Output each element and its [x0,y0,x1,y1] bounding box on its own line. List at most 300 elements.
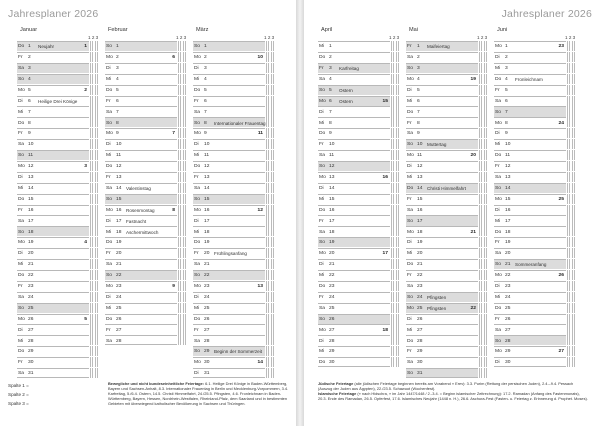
day-row[interactable] [193,194,265,204]
day-row[interactable] [193,183,265,193]
day-row[interactable] [494,346,566,356]
day-row[interactable] [17,259,89,269]
tick-column-cell[interactable] [271,281,274,291]
day-row[interactable] [17,150,89,160]
tick-column-cell[interactable] [183,161,186,171]
tick-column-cell[interactable] [95,194,98,204]
day-row[interactable] [318,292,390,302]
tick-column-cell[interactable] [484,368,487,378]
tick-column-cell[interactable] [95,226,98,236]
day-row[interactable] [17,172,89,182]
day-row[interactable] [494,106,566,116]
tick-column-cell[interactable] [95,368,98,378]
day-row[interactable] [105,215,177,225]
tick-column-cell[interactable] [271,335,274,345]
day-row[interactable] [406,194,478,204]
day-row[interactable] [17,117,89,127]
tick-column-cell[interactable] [183,248,186,258]
tick-column-cell[interactable] [484,270,487,280]
tick-column-cell[interactable] [396,74,399,84]
tick-column-cell[interactable] [572,194,575,204]
day-row[interactable] [17,85,89,95]
day-row[interactable] [494,259,566,269]
tick-column-cell[interactable] [183,259,186,269]
tick-column-cell[interactable] [271,270,274,280]
tick-column-cell[interactable] [183,226,186,236]
tick-column-cell[interactable] [396,335,399,345]
day-row[interactable] [406,74,478,84]
day-row[interactable] [318,96,390,106]
tick-column-cell[interactable] [271,85,274,95]
day-row[interactable] [193,292,265,302]
day-row[interactable] [17,314,89,324]
tick-column-cell[interactable] [484,357,487,367]
tick-column-cell[interactable] [95,52,98,62]
day-row[interactable] [17,281,89,291]
day-row[interactable] [494,74,566,84]
day-row[interactable] [494,303,566,313]
day-row[interactable] [105,248,177,258]
day-row[interactable] [406,205,478,215]
tick-column-cell[interactable] [484,292,487,302]
tick-column-cell[interactable] [95,248,98,258]
day-row[interactable] [193,117,265,127]
day-row[interactable] [193,357,265,367]
tick-column-cell[interactable] [572,85,575,95]
tick-column-cell[interactable] [396,346,399,356]
day-row[interactable] [318,63,390,73]
tick-column-cell[interactable] [396,314,399,324]
day-row[interactable] [105,117,177,127]
tick-column-cell[interactable] [572,96,575,106]
day-row[interactable] [17,237,89,247]
day-row[interactable] [105,139,177,149]
tick-column-cell[interactable] [572,215,575,225]
tick-column-cell[interactable] [95,303,98,313]
day-row[interactable] [17,194,89,204]
tick-column-cell[interactable] [271,183,274,193]
day-row[interactable] [193,172,265,182]
day-row[interactable] [318,205,390,215]
day-row[interactable] [406,85,478,95]
tick-column-cell[interactable] [396,139,399,149]
tick-column-cell[interactable] [572,139,575,149]
tick-column-cell[interactable] [95,314,98,324]
tick-column-cell[interactable] [396,85,399,95]
day-row[interactable] [318,324,390,334]
day-row[interactable] [494,324,566,334]
tick-column-cell[interactable] [484,150,487,160]
tick-column-cell[interactable] [183,292,186,302]
day-row[interactable] [105,281,177,291]
day-row[interactable] [193,314,265,324]
tick-column-cell[interactable] [484,52,487,62]
tick-column-cell[interactable] [271,248,274,258]
tick-column-cell[interactable] [271,324,274,334]
day-row[interactable] [494,194,566,204]
day-row[interactable] [17,205,89,215]
tick-column-cell[interactable] [396,281,399,291]
tick-column-cell[interactable] [95,85,98,95]
day-row[interactable] [193,324,265,334]
day-row[interactable] [318,303,390,313]
day-row[interactable] [406,346,478,356]
tick-column-cell[interactable] [396,161,399,171]
day-row[interactable] [318,150,390,160]
tick-column-cell[interactable] [396,96,399,106]
day-row[interactable] [494,161,566,171]
tick-column-cell[interactable] [95,128,98,138]
day-row[interactable] [406,237,478,247]
day-row[interactable] [406,117,478,127]
day-row[interactable] [318,226,390,236]
tick-column-cell[interactable] [572,248,575,258]
tick-column-cell[interactable] [396,324,399,334]
tick-column-cell[interactable] [271,346,274,356]
tick-column-cell[interactable] [572,324,575,334]
tick-column-cell[interactable] [484,41,487,51]
day-row[interactable] [105,96,177,106]
day-row[interactable] [17,215,89,225]
tick-column-cell[interactable] [95,139,98,149]
day-row[interactable] [193,128,265,138]
tick-column-cell[interactable] [484,183,487,193]
day-row[interactable] [318,117,390,127]
day-row[interactable] [318,41,390,51]
day-row[interactable] [318,85,390,95]
day-row[interactable] [105,194,177,204]
day-row[interactable] [318,215,390,225]
tick-column-cell[interactable] [484,139,487,149]
tick-column-cell[interactable] [183,117,186,127]
tick-column-cell[interactable] [572,281,575,291]
day-row[interactable] [406,96,478,106]
tick-column-cell[interactable] [396,183,399,193]
day-row[interactable] [193,85,265,95]
tick-column-cell[interactable] [183,96,186,106]
tick-column-cell[interactable] [271,161,274,171]
tick-column-cell[interactable] [95,292,98,302]
day-row[interactable] [105,292,177,302]
day-row[interactable] [494,215,566,225]
tick-column-cell[interactable] [572,335,575,345]
day-row[interactable] [17,74,89,84]
tick-column-cell[interactable] [484,194,487,204]
tick-column-cell[interactable] [271,172,274,182]
day-row[interactable] [494,281,566,291]
tick-column-cell[interactable] [271,128,274,138]
tick-column-cell[interactable] [484,259,487,269]
tick-column-cell[interactable] [396,259,399,269]
day-row[interactable] [406,63,478,73]
day-row[interactable] [105,41,177,51]
tick-column-cell[interactable] [572,106,575,116]
day-row[interactable] [17,346,89,356]
day-row[interactable] [105,183,177,193]
tick-column-cell[interactable] [271,292,274,302]
tick-column-cell[interactable] [95,183,98,193]
day-row[interactable] [105,237,177,247]
tick-column-cell[interactable] [484,74,487,84]
day-row[interactable] [406,335,478,345]
tick-column-cell[interactable] [95,63,98,73]
tick-column-cell[interactable] [183,128,186,138]
day-row[interactable] [318,346,390,356]
day-row[interactable] [406,139,478,149]
day-row[interactable] [318,128,390,138]
tick-column-cell[interactable] [572,161,575,171]
tick-column-cell[interactable] [572,292,575,302]
tick-column-cell[interactable] [95,74,98,84]
day-row[interactable] [105,303,177,313]
tick-column-cell[interactable] [183,215,186,225]
day-row[interactable] [105,314,177,324]
day-row[interactable] [494,314,566,324]
day-row[interactable] [318,52,390,62]
day-row[interactable] [494,41,566,51]
day-row[interactable] [406,52,478,62]
day-row[interactable] [318,139,390,149]
day-row[interactable] [105,205,177,215]
tick-column-cell[interactable] [183,237,186,247]
day-row[interactable] [193,41,265,51]
day-row[interactable] [105,128,177,138]
day-row[interactable] [494,52,566,62]
day-row[interactable] [406,215,478,225]
day-row[interactable] [494,205,566,215]
tick-column-cell[interactable] [95,237,98,247]
day-row[interactable] [318,281,390,291]
day-row[interactable] [105,52,177,62]
day-row[interactable] [318,357,390,367]
tick-column-cell[interactable] [183,205,186,215]
day-row[interactable] [193,63,265,73]
tick-column-cell[interactable] [484,128,487,138]
tick-column-cell[interactable] [183,172,186,182]
day-row[interactable] [406,106,478,116]
day-row[interactable] [406,324,478,334]
tick-column-cell[interactable] [183,74,186,84]
day-row[interactable] [318,161,390,171]
day-row[interactable] [406,270,478,280]
tick-column-cell[interactable] [484,85,487,95]
day-row[interactable] [193,237,265,247]
tick-column-cell[interactable] [484,63,487,73]
day-row[interactable] [494,128,566,138]
tick-column-cell[interactable] [396,357,399,367]
day-row[interactable] [494,85,566,95]
tick-column-cell[interactable] [271,226,274,236]
tick-column-cell[interactable] [396,172,399,182]
day-row[interactable] [17,183,89,193]
tick-column-cell[interactable] [271,150,274,160]
tick-column-cell[interactable] [572,150,575,160]
day-row[interactable] [17,368,89,378]
tick-column-cell[interactable] [484,237,487,247]
tick-column-cell[interactable] [183,270,186,280]
tick-column-cell[interactable] [396,52,399,62]
day-row[interactable] [17,41,89,51]
day-row[interactable] [494,237,566,247]
day-row[interactable] [494,292,566,302]
day-row[interactable] [17,270,89,280]
tick-column-cell[interactable] [572,314,575,324]
tick-column-cell[interactable] [396,205,399,215]
day-row[interactable] [406,281,478,291]
tick-column-cell[interactable] [183,335,186,345]
day-row[interactable] [193,226,265,236]
day-row[interactable] [494,270,566,280]
tick-column-cell[interactable] [484,324,487,334]
day-row[interactable] [193,335,265,345]
tick-column-cell[interactable] [183,106,186,116]
tick-column-cell[interactable] [271,52,274,62]
tick-column-cell[interactable] [183,324,186,334]
tick-column-cell[interactable] [95,106,98,116]
tick-column-cell[interactable] [572,183,575,193]
day-row[interactable] [193,205,265,215]
tick-column-cell[interactable] [183,281,186,291]
tick-column-cell[interactable] [95,259,98,269]
tick-column-cell[interactable] [271,63,274,73]
tick-column-cell[interactable] [396,215,399,225]
tick-column-cell[interactable] [183,150,186,160]
day-row[interactable] [105,74,177,84]
day-row[interactable] [17,357,89,367]
tick-column-cell[interactable] [484,117,487,127]
tick-column-cell[interactable] [271,237,274,247]
day-row[interactable] [193,161,265,171]
tick-column-cell[interactable] [95,346,98,356]
tick-column-cell[interactable] [484,161,487,171]
day-row[interactable] [105,150,177,160]
day-row[interactable] [318,270,390,280]
day-row[interactable] [105,226,177,236]
tick-column-cell[interactable] [95,205,98,215]
tick-column-cell[interactable] [484,314,487,324]
tick-column-cell[interactable] [396,292,399,302]
tick-column-cell[interactable] [484,172,487,182]
tick-column-cell[interactable] [95,270,98,280]
tick-column-cell[interactable] [183,63,186,73]
tick-column-cell[interactable] [484,303,487,313]
day-row[interactable] [17,139,89,149]
day-row[interactable] [17,106,89,116]
tick-column-cell[interactable] [396,41,399,51]
day-row[interactable] [17,226,89,236]
tick-column-cell[interactable] [271,139,274,149]
day-row[interactable] [193,96,265,106]
day-row[interactable] [17,52,89,62]
tick-column-cell[interactable] [484,226,487,236]
tick-column-cell[interactable] [396,194,399,204]
tick-column-cell[interactable] [95,357,98,367]
day-row[interactable] [494,63,566,73]
day-row[interactable] [193,74,265,84]
day-row[interactable] [105,172,177,182]
tick-column-cell[interactable] [396,106,399,116]
tick-column-cell[interactable] [183,194,186,204]
tick-column-cell[interactable] [572,303,575,313]
tick-column-cell[interactable] [271,117,274,127]
day-row[interactable] [193,270,265,280]
day-row[interactable] [318,237,390,247]
day-row[interactable] [105,335,177,345]
day-row[interactable] [17,128,89,138]
tick-column-cell[interactable] [484,205,487,215]
day-row[interactable] [318,194,390,204]
day-row[interactable] [494,139,566,149]
day-row[interactable] [193,139,265,149]
day-row[interactable] [17,248,89,258]
day-row[interactable] [406,292,478,302]
tick-column-cell[interactable] [572,226,575,236]
tick-column-cell[interactable] [484,346,487,356]
tick-column-cell[interactable] [95,172,98,182]
tick-column-cell[interactable] [396,226,399,236]
day-row[interactable] [406,183,478,193]
tick-column-cell[interactable] [95,117,98,127]
day-row[interactable] [494,172,566,182]
tick-column-cell[interactable] [484,106,487,116]
tick-column-cell[interactable] [572,237,575,247]
day-row[interactable] [318,259,390,269]
tick-column-cell[interactable] [572,357,575,367]
day-row[interactable] [406,368,478,378]
day-row[interactable] [193,346,265,356]
day-row[interactable] [406,41,478,51]
tick-column-cell[interactable] [572,63,575,73]
tick-column-cell[interactable] [183,303,186,313]
tick-column-cell[interactable] [484,281,487,291]
day-row[interactable] [318,314,390,324]
day-row[interactable] [494,150,566,160]
tick-column-cell[interactable] [572,128,575,138]
day-row[interactable] [494,117,566,127]
day-row[interactable] [17,96,89,106]
tick-column-cell[interactable] [271,74,274,84]
tick-column-cell[interactable] [183,183,186,193]
tick-column-cell[interactable] [396,237,399,247]
tick-column-cell[interactable] [484,215,487,225]
tick-column-cell[interactable] [484,248,487,258]
day-row[interactable] [406,259,478,269]
day-row[interactable] [193,150,265,160]
tick-column-cell[interactable] [271,259,274,269]
day-row[interactable] [318,248,390,258]
tick-column-cell[interactable] [396,117,399,127]
day-row[interactable] [193,303,265,313]
tick-column-cell[interactable] [572,205,575,215]
day-row[interactable] [406,172,478,182]
day-row[interactable] [494,335,566,345]
day-row[interactable] [17,324,89,334]
tick-column-cell[interactable] [572,270,575,280]
day-row[interactable] [318,106,390,116]
day-row[interactable] [494,357,566,367]
day-row[interactable] [318,74,390,84]
day-row[interactable] [105,324,177,334]
tick-column-cell[interactable] [271,41,274,51]
tick-column-cell[interactable] [572,52,575,62]
tick-column-cell[interactable] [572,41,575,51]
day-row[interactable] [193,248,265,258]
day-row[interactable] [318,335,390,345]
tick-column-cell[interactable] [271,215,274,225]
tick-column-cell[interactable] [572,172,575,182]
tick-column-cell[interactable] [183,314,186,324]
tick-column-cell[interactable] [396,270,399,280]
